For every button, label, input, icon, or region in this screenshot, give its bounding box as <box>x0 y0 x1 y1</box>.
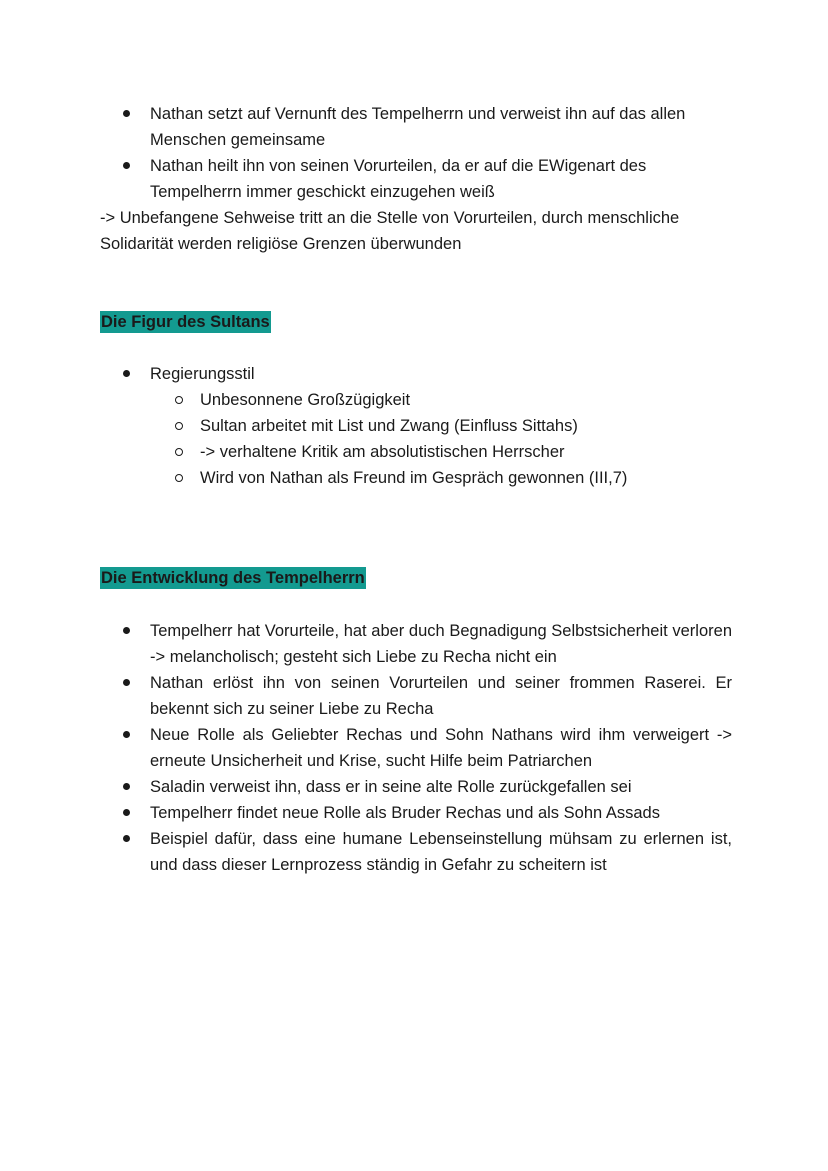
bullet-icon <box>123 835 130 842</box>
circle-bullet-icon <box>175 474 183 482</box>
bullet-icon <box>123 627 130 634</box>
list-item <box>0 101 828 153</box>
list-item-text: Saladin verweist ihn, dass er in seine alte Rolle zurückgefallen sei <box>150 778 632 796</box>
circle-bullet-icon <box>175 422 183 430</box>
list-item <box>0 774 828 800</box>
list-item-text: Neue Rolle als Geliebter Rechas und Sohn Nathans wird ihm verweigert -> erneute Unsicherheit und Krise, sucht Hilfe beim Patriarchen <box>150 726 732 770</box>
circle-bullet-icon <box>175 448 183 456</box>
list-item <box>0 361 828 387</box>
section-heading-sultan: Die Figur des Sultans <box>101 313 270 331</box>
bullet-icon <box>123 809 130 816</box>
sultan-bullet-list <box>0 361 828 491</box>
bullet-icon <box>123 162 130 169</box>
sub-list-item <box>0 439 828 465</box>
intro-bullet-list <box>0 101 828 205</box>
list-item <box>0 153 828 205</box>
list-item-text: Beispiel dafür, dass eine humane Lebenseinstellung mühsam zu erlernen ist, und dass dieser Lernprozess ständig in Gefahr zu scheitern ist <box>150 830 732 874</box>
bullet-icon <box>123 110 130 117</box>
sub-list-item <box>0 387 828 413</box>
sub-list-item-text: Wird von Nathan als Freund im Gespräch gewonnen (III,7) <box>200 469 628 487</box>
list-item-text: Nathan erlöst ihn von seinen Vorurteilen und seiner frommen Raserei. Er bekennt sich zu seiner Liebe zu Recha <box>150 674 732 718</box>
bullet-icon <box>123 370 130 377</box>
list-item-text: Nathan setzt auf Vernunft des Tempelherrn und verweist ihn auf das allen Menschen gemeinsame <box>150 105 686 149</box>
bullet-icon <box>123 731 130 738</box>
intro-conclusion: -> Unbefangene Sehweise tritt an die Stelle von Vorurteilen, durch menschliche Solidarität werden religiöse Grenzen überwunden <box>100 209 680 253</box>
sub-list-item-text: Sultan arbeitet mit List und Zwang (Einfluss Sittahs) <box>200 417 578 435</box>
list-item <box>0 618 828 670</box>
sub-list-item <box>0 413 828 439</box>
list-item-text: Tempelherr hat Vorurteile, hat aber duch Begnadigung Selbstsicherheit verloren -> melancholisch; gesteht sich Liebe zu Recha nicht ein <box>150 622 732 666</box>
list-item-text: Regierungsstil <box>150 365 255 383</box>
list-item-text: Tempelherr findet neue Rolle als Bruder Rechas und als Sohn Assads <box>150 804 660 822</box>
sub-list-item-text: Unbesonnene Großzügigkeit <box>200 391 411 409</box>
list-item <box>0 670 828 722</box>
sub-list-item <box>0 465 828 491</box>
tempelherr-bullet-list <box>0 618 828 878</box>
section-heading-tempelherr: Die Entwicklung des Tempelherrn <box>101 569 365 587</box>
bullet-icon <box>123 679 130 686</box>
list-item <box>0 826 828 878</box>
circle-bullet-icon <box>175 396 183 404</box>
sub-list-item-text: -> verhaltene Kritik am absolutistischen Herrscher <box>200 443 565 461</box>
bullet-icon <box>123 783 130 790</box>
list-item <box>0 722 828 774</box>
list-item <box>0 800 828 826</box>
list-item-text: Nathan heilt ihn von seinen Vorurteilen, da er auf die EWigenart des Tempelherrn immer geschickt einzugehen weiß <box>150 157 647 201</box>
